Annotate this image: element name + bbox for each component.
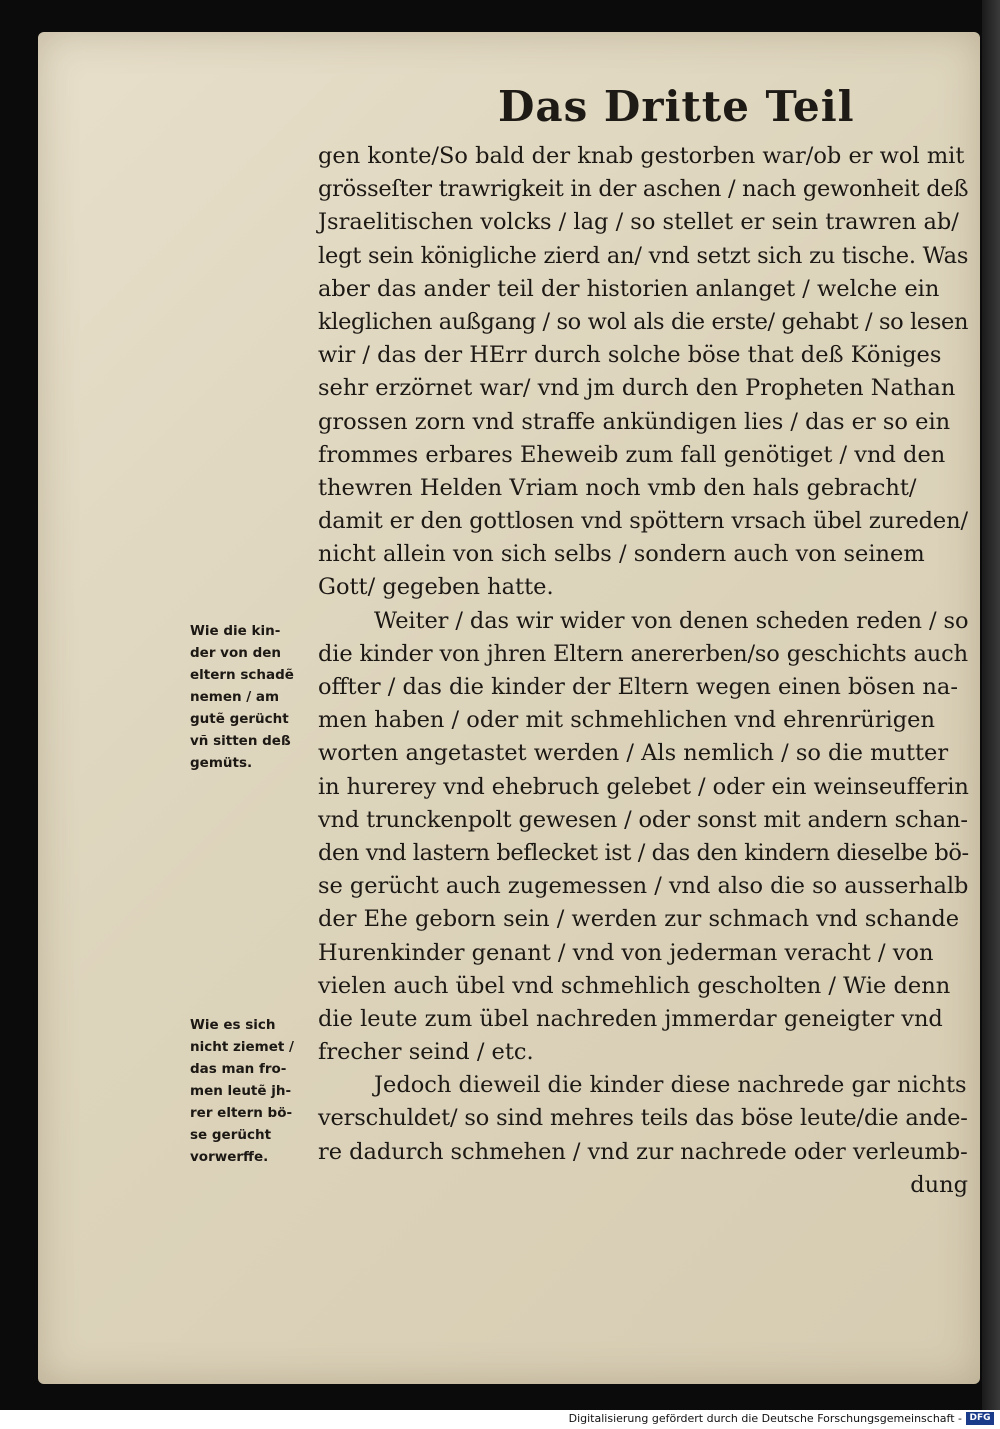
- margin-note-line: nicht ziemet /: [190, 1039, 294, 1055]
- margin-note-line: men leutẽ jh-: [190, 1083, 292, 1099]
- text-line: sehr erzörnet war/ vnd jm durch den Propheten Nathan: [318, 375, 956, 402]
- margin-note-line: das man fro-: [190, 1061, 287, 1077]
- text-line: die leute zum übel nachreden jmmerdar geneigter vnd: [318, 1005, 943, 1032]
- margin-note-line: Wie die kin-: [190, 623, 281, 639]
- text-line: grösseſter trawrigkeit in der aschen / nach gewonheit deß: [318, 176, 969, 203]
- page-edge: [982, 0, 1000, 1410]
- text-line: Gott/ gegeben hatte.: [318, 574, 554, 601]
- dfg-logo: DFG: [966, 1412, 994, 1425]
- text-line: worten angetastet werden / Als nemlich / so die mutter: [318, 740, 949, 767]
- margin-note-line: gemüts.: [190, 755, 253, 771]
- text-line: die kinder von jhren Eltern anererben/so geschichts auch: [318, 640, 968, 667]
- text-line: nicht allein von sich selbs / sondern auch von seinem: [318, 541, 925, 568]
- text-line: der Ehe geborn sein / werden zur schmach vnd schande: [318, 906, 960, 933]
- text-line: frecher seind / etc.: [318, 1039, 534, 1066]
- text-line: thewren Helden Vriam noch vmb den hals gebracht/: [318, 474, 917, 501]
- margin-note-line: nemen / am: [190, 689, 280, 705]
- text-line: offter / das die kinder der Eltern wegen einen bösen na-: [318, 674, 958, 700]
- text-line: grossen zorn vnd straffe ankündigen lies / das er so ein: [318, 408, 951, 435]
- text-line: Weiter / das wir wider von denen scheden reden / so: [374, 607, 969, 634]
- text-line: se gerücht auch zugemessen / vnd also die so ausserhalb: [318, 873, 969, 900]
- text-line: den vnd lastern beflecket ist / das den kindern dieselbe bö-: [318, 839, 969, 866]
- text-line: kleglichen außgang / so wol als die erste/ gehabt / so lesen: [318, 308, 969, 335]
- text-line: wir / das der HErr durch solche böse that deß Königes: [318, 342, 942, 369]
- footer-bar: [0, 1410, 1000, 1429]
- margin-note-line: gutẽ gerücht: [190, 711, 289, 727]
- text-line: vnd trunckenpolt gewesen / oder sonst mit andern schan-: [318, 806, 968, 833]
- margin-note-line: der von den: [190, 645, 281, 661]
- text-line: in hurerey vnd ehebruch gelebet / oder ein weinseufferin: [318, 773, 969, 800]
- text-line: Jedoch dieweil die kinder diese nachrede gar nichts: [374, 1072, 967, 1099]
- text-line: damit er den gottlosen vnd spöttern vrsach übel zureden/: [318, 508, 968, 535]
- footer-credit: Digitalisierung gefördert durch die Deutsche Forschungsgemeinschaft -: [568, 1412, 962, 1425]
- running-head: Das Dritte Teil: [498, 82, 855, 131]
- margin-note-1: [190, 620, 314, 774]
- margin-note-line: rer eltern bö-: [190, 1105, 293, 1121]
- text-line: legt sein königliche zierd an/ vnd setzt sich zu tische. Was: [318, 242, 969, 269]
- margin-note-2: [190, 1014, 314, 1168]
- margin-note-line: Wie es sich: [190, 1017, 276, 1033]
- text-line: Hurenkinder genant / vnd von jederman veracht / von: [318, 939, 934, 966]
- text-line: verschuldet/ so sind mehres teils das böse leute/die ande-: [318, 1105, 968, 1132]
- text-line: vielen auch übel vnd schmehlich gescholten / Wie denn: [318, 972, 951, 999]
- text-line: Jsraelitischen volcks / lag / so stellet er sein trawren ab/: [318, 209, 959, 236]
- text-line: dung: [910, 1171, 968, 1198]
- margin-note-line: eltern schadẽ: [190, 667, 294, 683]
- margin-note-line: se gerücht: [190, 1127, 272, 1143]
- margin-note-line: vorwerffe.: [190, 1149, 269, 1165]
- text-line: frommes erbares Eheweib zum fall genötiget / vnd den: [318, 441, 946, 468]
- text-line: men haben / oder mit schmehlichen vnd ehrenrürigen: [318, 707, 935, 734]
- body-text-column: [318, 140, 968, 1202]
- text-line: gen konte/So bald der knab gestorben war/ob er wol mit: [318, 143, 965, 169]
- text-line: aber das ander teil der historien anlanget / welche ein: [318, 275, 940, 302]
- text-line: re dadurch schmehen / vnd zur nachrede oder verleumb-: [318, 1138, 968, 1165]
- margin-note-line: vñ sitten deß: [190, 733, 291, 749]
